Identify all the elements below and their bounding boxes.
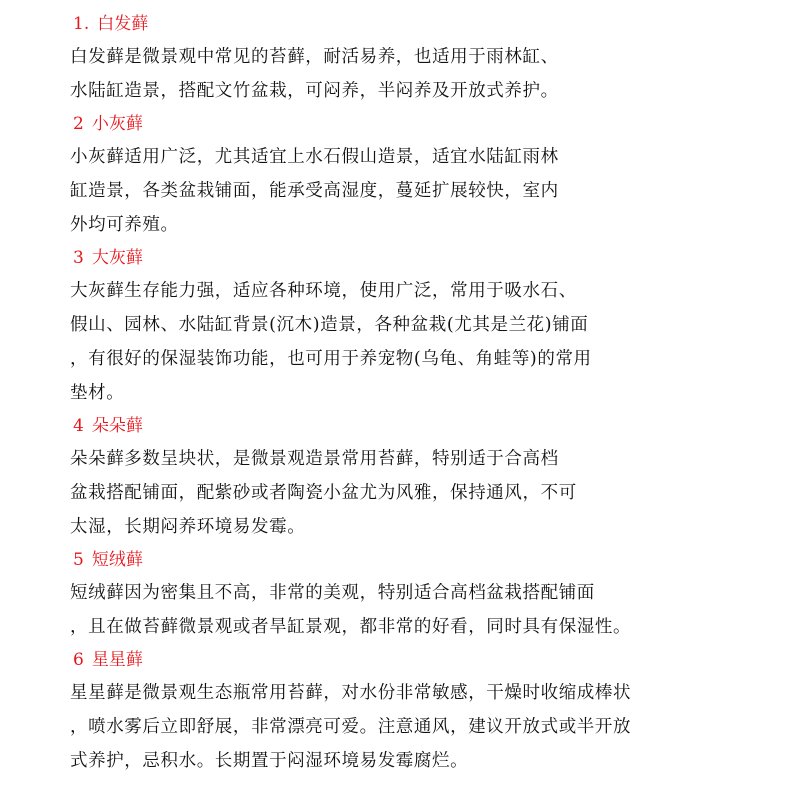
section-small-grey-moss [0, 108, 800, 242]
section-number: 3 [73, 248, 84, 268]
section-title: 白发藓 [97, 14, 149, 34]
body-line: 式养护，忌积水。长期置于闷湿环境易发霉腐烂。 [70, 751, 469, 771]
section-title: 大灰藓 [91, 248, 143, 268]
section-body [70, 274, 800, 410]
section-number: 5 [73, 550, 84, 570]
body-line: 盆栽搭配铺面，配紫砂或者陶瓷小盆尤为风雅，保持通风，不可 [70, 483, 577, 503]
section-heading [73, 242, 800, 274]
document-content [0, 8, 800, 778]
section-title: 朵朵藓 [91, 416, 143, 436]
section-number: 1. [73, 14, 90, 34]
body-line: ，喷水雾后立即舒展，非常漂亮可爱。注意通风，建议开放式或半开放 [70, 717, 632, 737]
body-line: 小灰藓适用广泛，尤其适宜上水石假山造景，适宜水陆缸雨林 [70, 147, 559, 167]
section-heading [73, 8, 800, 40]
section-body [70, 576, 800, 644]
section-title: 短绒藓 [91, 550, 143, 570]
section-heading [73, 410, 800, 442]
section-short-velvet-moss [0, 544, 800, 644]
body-line: 水陆缸造景，搭配文竹盆栽，可闷养，半闷养及开放式养护。 [70, 81, 559, 101]
section-body [70, 40, 800, 108]
body-line: ，有很好的保湿装饰功能，也可用于养宠物(乌龟、角蛙等)的常用 [70, 349, 592, 369]
section-title: 小灰藓 [91, 114, 143, 134]
section-title: 星星藓 [91, 650, 143, 670]
section-cluster-moss [0, 410, 800, 544]
body-line: 外均可养殖。 [70, 215, 179, 235]
body-line: 朵朵藓多数呈块状，是微景观造景常用苔藓，特别适于合高档 [70, 449, 559, 469]
section-number: 6 [73, 650, 84, 670]
section-number: 4 [73, 416, 84, 436]
section-heading [73, 544, 800, 576]
body-line: 垫材。 [70, 383, 125, 403]
body-line: 大灰藓生存能力强，适应各种环境，使用广泛，常用于吸水石、 [70, 281, 577, 301]
body-line: 缸造景，各类盆栽铺面，能承受高湿度，蔓延扩展较快，室内 [70, 181, 559, 201]
section-body [70, 442, 800, 544]
body-line: 太湿，长期闷养环境易发霉。 [70, 517, 306, 537]
body-line: 假山、园林、水陆缸背景(沉木)造景，各种盆栽(尤其是兰花)铺面 [70, 315, 589, 335]
section-body [70, 140, 800, 242]
section-star-moss [0, 644, 800, 778]
body-line: 星星藓是微景观生态瓶常用苔藓，对水份非常敏感，干燥时收缩成棒状 [70, 683, 632, 703]
section-body [70, 676, 800, 778]
section-number: 2 [73, 114, 84, 134]
section-white-moss [0, 8, 800, 108]
section-heading [73, 108, 800, 140]
body-line: ，且在做苔藓微景观或者旱缸景观，都非常的好看，同时具有保湿性。 [70, 617, 632, 637]
body-line: 短绒藓因为密集且不高，非常的美观，特别适合高档盆栽搭配铺面 [70, 583, 595, 603]
section-heading [73, 644, 800, 676]
section-large-grey-moss [0, 242, 800, 410]
body-line: 白发藓是微景观中常见的苔藓，耐活易养，也适用于雨林缸、 [70, 47, 559, 67]
